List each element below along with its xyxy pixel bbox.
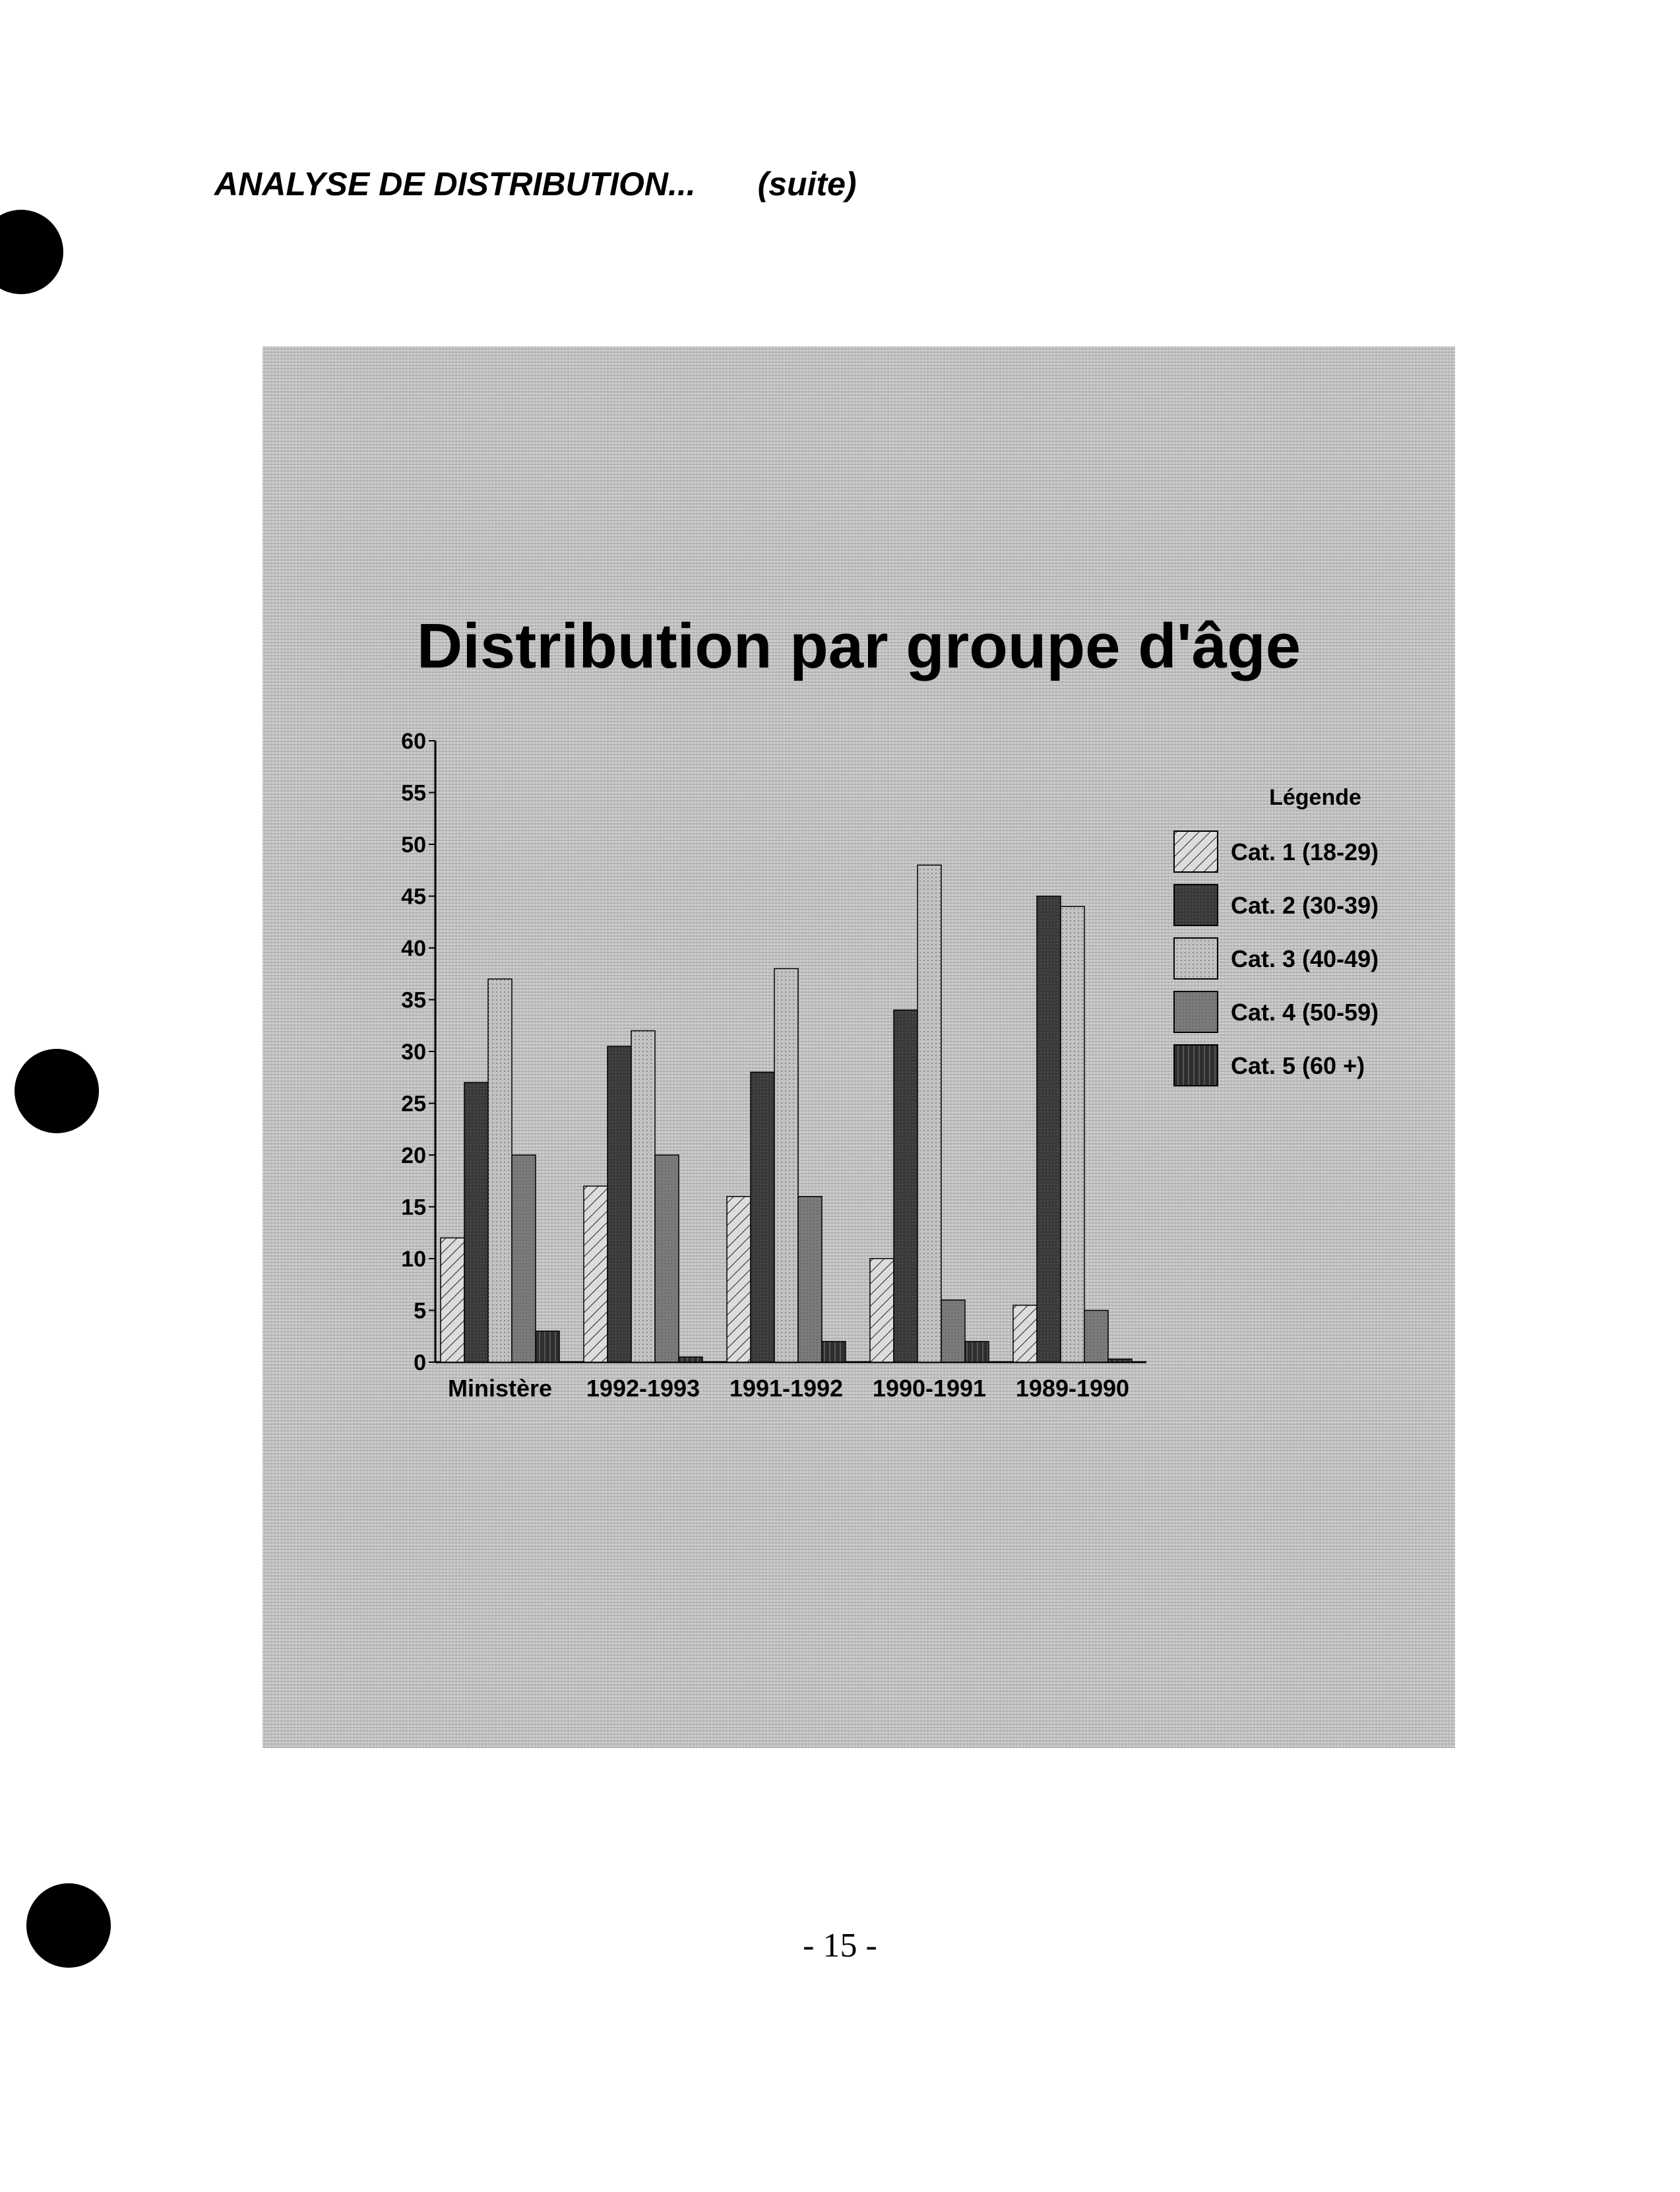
bar — [751, 1072, 774, 1362]
bar-chart — [263, 346, 1455, 1748]
legend-label: Cat. 4 (50-59) — [1231, 999, 1379, 1026]
bar — [441, 1238, 464, 1362]
bar — [679, 1357, 702, 1362]
bar — [1108, 1359, 1132, 1362]
y-tick-label: 40 — [401, 936, 426, 961]
bar — [1061, 906, 1084, 1362]
x-tick-label: 1990-1991 — [872, 1375, 987, 1402]
bars — [441, 865, 1132, 1362]
bar — [1037, 896, 1061, 1363]
legend-label: Cat. 2 (30-39) — [1231, 892, 1379, 919]
bar — [918, 865, 941, 1362]
y-tick-label: 0 — [414, 1350, 426, 1375]
legend — [1174, 785, 1379, 1086]
bar — [631, 1031, 655, 1362]
chart-title: Distribution par groupe d'âge — [416, 611, 1301, 681]
bar — [584, 1186, 607, 1362]
page-header — [214, 165, 857, 203]
bar — [774, 968, 798, 1362]
y-tick-label: 30 — [401, 1040, 426, 1065]
y-tick-label: 60 — [401, 729, 426, 754]
bar — [536, 1331, 559, 1362]
page-number: - 15 - — [803, 1927, 877, 1964]
legend-label: Cat. 3 (40-49) — [1231, 945, 1379, 972]
legend-swatch — [1174, 938, 1218, 979]
legend-swatch — [1174, 831, 1218, 872]
bar — [512, 1155, 536, 1362]
y-tick-label: 20 — [401, 1143, 426, 1168]
bar — [727, 1197, 751, 1362]
x-tick-label: Ministère — [447, 1375, 553, 1402]
bar — [464, 1082, 488, 1362]
y-tick-label: 25 — [401, 1091, 426, 1117]
legend-label: Cat. 5 (60 +) — [1231, 1052, 1365, 1079]
y-tick-label: 45 — [401, 884, 426, 910]
bar — [894, 1010, 918, 1362]
chart-panel — [263, 346, 1455, 1748]
y-tick-label: 5 — [414, 1298, 426, 1324]
punch-hole-top — [0, 210, 63, 294]
legend-swatch — [1174, 885, 1218, 925]
bar — [965, 1342, 989, 1362]
y-tick-label: 50 — [401, 832, 426, 858]
legend-swatch — [1174, 1045, 1218, 1086]
legend-label: Cat. 1 (18-29) — [1231, 838, 1379, 865]
bar — [655, 1155, 679, 1362]
bar — [607, 1046, 631, 1362]
header-suite: (suite) — [757, 166, 857, 203]
x-tick-label: 1991-1992 — [729, 1375, 844, 1402]
bar — [1013, 1305, 1037, 1362]
bar — [870, 1259, 894, 1362]
x-tick-label: 1992-1993 — [586, 1375, 700, 1402]
y-tick-label: 10 — [401, 1247, 426, 1272]
bar — [1084, 1311, 1108, 1363]
y-tick-label: 35 — [401, 987, 426, 1013]
x-axis-labels — [448, 1375, 1129, 1402]
bar — [822, 1342, 846, 1362]
y-tick-label: 55 — [401, 780, 426, 806]
y-tick-label: 15 — [401, 1195, 426, 1220]
header-title: ANALYSE DE DISTRIBUTION... — [214, 166, 696, 203]
bar — [488, 979, 512, 1362]
legend-title: Légende — [1269, 785, 1361, 810]
legend-swatch — [1174, 991, 1218, 1032]
bar — [798, 1197, 822, 1362]
punch-hole-middle — [15, 1049, 99, 1133]
x-tick-label: 1989-1990 — [1015, 1375, 1130, 1402]
bar — [941, 1300, 965, 1362]
